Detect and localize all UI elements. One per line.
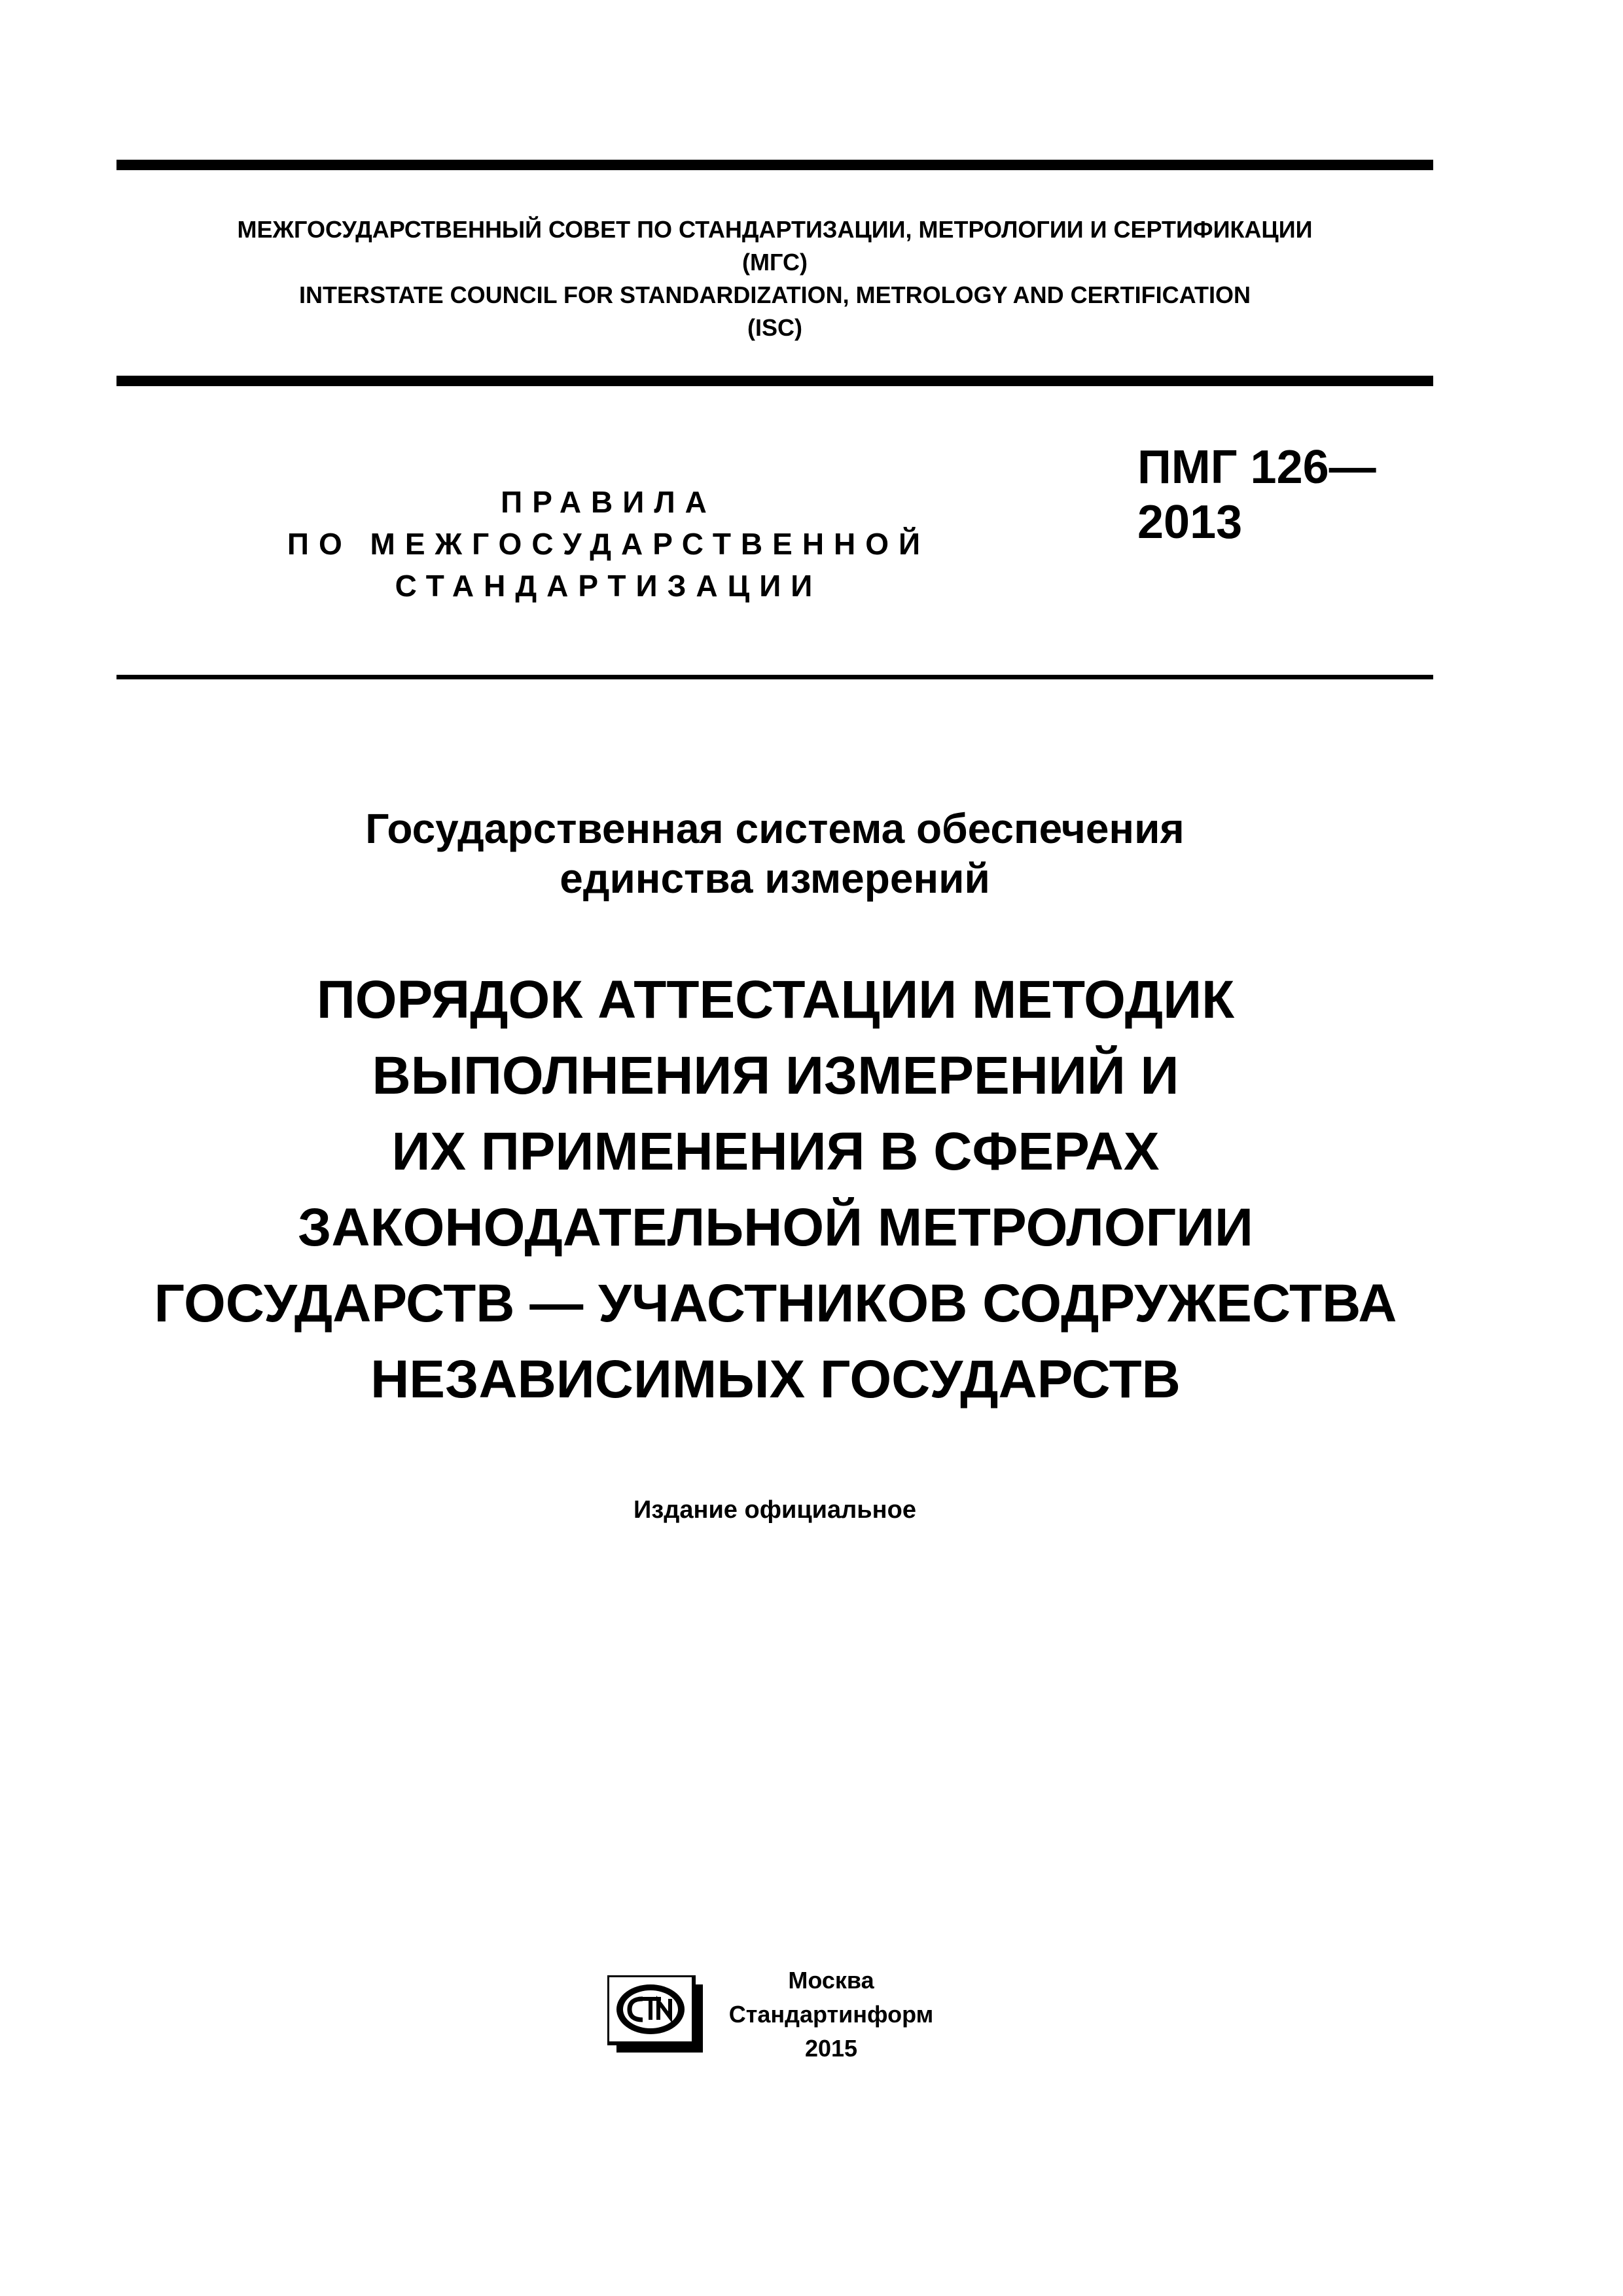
publisher-city: Москва [788, 1967, 874, 1994]
rules-label-line-1: ПРАВИЛА [501, 485, 717, 519]
standartinform-logo-icon [607, 1975, 705, 2055]
council-abbr-ru: (МГС) [742, 249, 808, 276]
designation-line-1: ПМГ 126— [1137, 441, 1376, 493]
council-name-ru: МЕЖГОСУДАРСТВЕННЫЙ СОВЕТ ПО СТАНДАРТИЗАЦИИ, МЕТРОЛОГИИ И СЕРТИФИКАЦИИ [237, 216, 1313, 243]
main-title-line: ЗАКОНОДАТЕЛЬНОЙ МЕТРОЛОГИИ [298, 1198, 1253, 1257]
main-title-line: ПОРЯДОК АТТЕСТАЦИИ МЕТОДИК [316, 970, 1235, 1030]
publisher-name: Стандартинформ [728, 2001, 934, 2028]
council-abbr-en: (ISC) [747, 314, 802, 341]
system-title [116, 804, 1433, 903]
rules-label [249, 481, 969, 607]
edition-label: Издание официальное [633, 1496, 916, 1524]
main-title-line: ИХ ПРИМЕНЕНИЯ В СФЕРАХ [391, 1122, 1160, 1181]
council-bottom-rule [116, 376, 1433, 386]
rules-label-line-3: СТАНДАРТИЗАЦИИ [395, 569, 823, 603]
council-header [116, 213, 1433, 344]
main-title [65, 962, 1486, 1418]
main-title-line: НЕЗАВИСИМЫХ ГОСУДАРСТВ [370, 1350, 1181, 1409]
designation-line-2: 2013 [1137, 496, 1243, 548]
publisher-year: 2015 [804, 2035, 858, 2062]
standard-designation [1137, 440, 1376, 550]
council-name-en: INTERSTATE COUNCIL FOR STANDARDIZATION, METROLOGY AND CERTIFICATION [299, 281, 1251, 308]
publisher-block [713, 1964, 949, 2066]
main-title-line: ГОСУДАРСТВ — УЧАСТНИКОВ СОДРУЖЕСТВА [154, 1274, 1397, 1333]
designation-bottom-rule [116, 675, 1433, 679]
system-title-line-2: единства измерений [560, 855, 990, 902]
main-title-line: ВЫПОЛНЕНИЯ ИЗМЕРЕНИЙ И [372, 1046, 1179, 1105]
rules-label-line-2: ПО МЕЖГОСУДАРСТВЕННОЙ [287, 527, 931, 561]
system-title-line-1: Государственная система обеспечения [365, 805, 1185, 852]
top-rule [116, 160, 1433, 170]
